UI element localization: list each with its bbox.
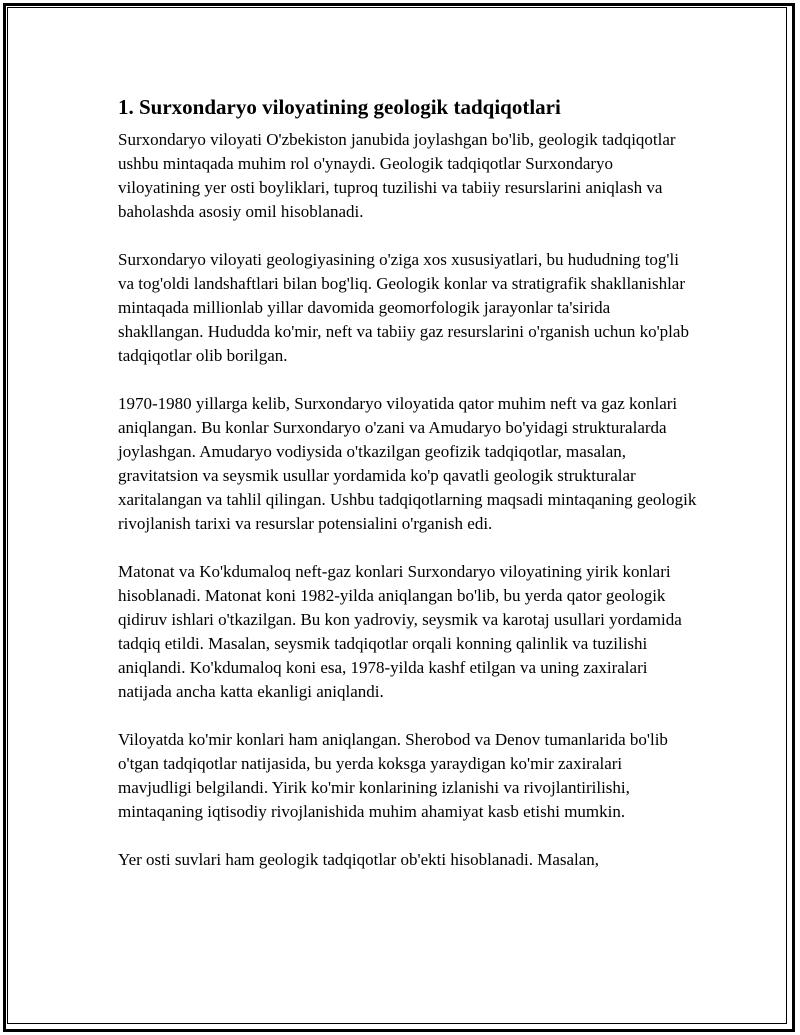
- paragraph-4: Matonat va Ko'kdumaloq neft-gaz konlari Surxondaryo viloyatining yirik konlari hisoblanadi. Matonat koni 1982-yilda aniqlangan bo'lib, bu yerda qator geologik qidiruv ishlari o'tkazilgan. Bu kon yadroviy, seysmik va karotaj usullari yordamida tadqiq etildi. Masalan, seysmik tadqiqotlar orqali konning qalinlik va tuzilishi aniqlandi. Ko'kdumaloq koni esa, 1978-yilda kashf etilgan va uning zaxiralari natijada ancha katta ekanligi aniqlandi.: [118, 562, 682, 701]
- paragraph-2: Surxondaryo viloyati geologiyasining o'ziga xos xususiyatlari, bu hududning tog'li va tog'oldi landshaftlari bilan bog'liq. Geologik konlar va stratigrafik shakllanishlar mintaqada millionlab yillar davomida geomorfologik jarayonlar ta'sirida shakllangan. Hududda ko'mir, neft va tabiiy gaz resurslarini o'rganish uchun ko'plab tadqiqotlar olib borilgan.: [118, 250, 689, 365]
- document-body: [118, 94, 698, 896]
- paragraph-1: Surxondaryo viloyati O'zbekiston janubida joylashgan bo'lib, geologik tadqiqotlar ushbu mintaqada muhim rol o'ynaydi. Geologik tadqiqotlar Surxondaryo viloyatining yer osti boyliklari, tuproq tuzilishi va tabiiy resurslarini aniqlash va baholashda asosiy omil hisoblanadi.: [118, 130, 676, 221]
- section-title: 1. Surxondaryo viloyatining geologik tadqiqotlari: [118, 95, 561, 119]
- paragraph-5: Viloyatda ko'mir konlari ham aniqlangan. Sherobod va Denov tumanlarida bo'lib o'tgan tadqiqotlar natijasida, bu yerda koksga yaraydigan ko'mir zaxiralari mavjudligi belgilandi. Yirik ko'mir konlarining izlanishi va rivojlantirilishi, mintaqaning iqtisodiy rivojlanishida muhim ahamiyat kasb etishi mumkin.: [118, 730, 668, 821]
- paragraph-3: 1970-1980 yillarga kelib, Surxondaryo viloyatida qator muhim neft va gaz konlari aniqlangan. Bu konlar Surxondaryo o'zani va Amudaryo bo'yidagi strukturalarda joylashgan. Amudaryo vodiysida o'tkazilgan geofizik tadqiqotlar, masalan, gravitatsion va seysmik usullar yordamida ko'p qavatli geologik strukturalar xaritalangan va tahlil qilingan. Ushbu tadqiqotlarning maqsadi mintaqaning geologik rivojlanish tarixi va resurslar potensialini o'rganish edi.: [118, 394, 697, 533]
- paragraph-6: Yer osti suvlari ham geologik tadqiqotlar ob'ekti hisoblanadi. Masalan,: [118, 850, 600, 869]
